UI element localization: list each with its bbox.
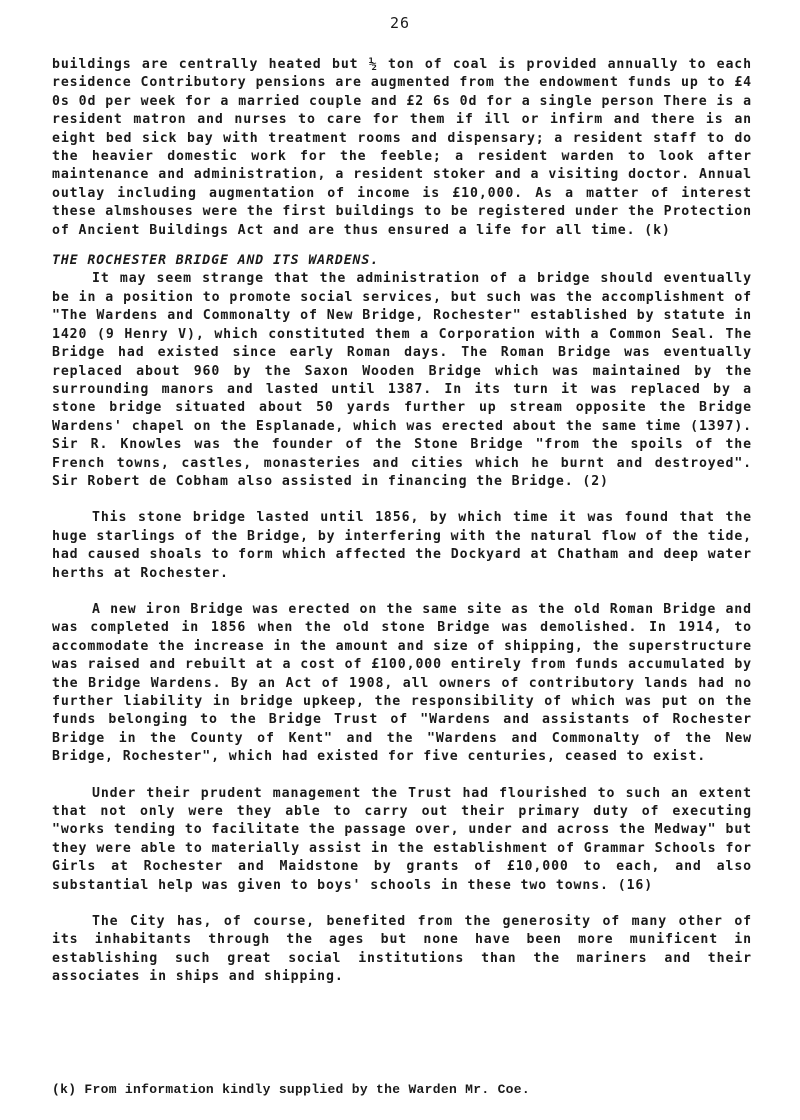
paragraph-almshouses: buildings are centrally heated but ½ ton of coal is provided annually to each residence Contributory pensions are augmented from the endowment funds up to £4 0s 0d per week for a married couple and £2 6s 0d for a single person There is a resident matron and nurses to care for them if ill or infirm and there is an eight bed sick bay with treatment rooms and dispensary; a resident staff to do the heavier domestic work for the feeble; a resident warden to look after maintenance and administration, a resident stoker and a visiting doctor. Annual outlay including augmentation of income is £10,000. As a matter of interest these almshouses were the first buildings to be registered under the Protection of Ancient Buildings Act and are thus ensured a life for all time. (k) [52, 57, 752, 238]
footnote: (k) From information kindly supplied by the Warden Mr. Coe. [52, 1082, 530, 1097]
document-body [52, 56, 752, 987]
paragraph-iron-bridge: A new iron Bridge was erected on the same site as the old Roman Bridge and was completed in 1856 when the old stone Bridge was demolished. In 1914, to accommodate the increase in the amount and size of shipping, the superstructure was raised and rebuilt at a cost of £100,000 entirely from funds accumulated by the Bridge Wardens. By an Act of 1908, all owners of contributory lands had no further liability in bridge upkeep, the responsibility of which was put on the funds belonging to the Bridge Trust of "Wardens and assistants of Rochester Bridge in the County of Kent" and the "Wardens and Commonalty of the New Bridge, Rochester", which had existed for five centuries, ceased to exist. [52, 601, 752, 765]
paragraph-stone-bridge: This stone bridge lasted until 1856, by which time it was found that the huge starlings of the Bridge, by interfering with the natural flow of the tide, had caused shoals to form which affected the Dockyard at Chatham and deep water herths at Rochester. [52, 510, 752, 581]
paragraph-bridge-history: It may seem strange that the administration of a bridge should eventually be in a position to promote social services, but such was the accomplishment of "The Wardens and Commonalty of New Bridge, Rochester" established by statute in 1420 (9 Henry V), which constituted them a Corporation with a Common Seal. The Bridge had existed since early Roman days. The Roman Bridge was eventually replaced about 960 by the Saxon Wooden Bridge which was maintained by the surrounding manors and lasted until 1387. In its turn it was replaced by a stone bridge situated about 50 yards further up stream opposite the Bridge Wardens' chapel on the Esplanade, which was erected about the same time (1397). Sir R. Knowles was the founder of the Stone Bridge "from the spoils of the French towns, castles, monasteries and cities which he burnt and destroyed". Sir Robert de Cobham also assisted in financing the Bridge. (2) [52, 271, 752, 489]
paragraph-city-benefit: The City has, of course, benefited from the generosity of many other of its inhabitants through the ages but none have been more munificent in establishing such great social institutions than the mariners and their associates in ships and shipping. [52, 914, 752, 985]
section-heading: THE ROCHESTER BRIDGE AND ITS WARDENS. [52, 253, 380, 269]
paragraph-trust-management: Under their prudent management the Trust had flourished to such an extent that not only were they able to carry out their primary duty of executing "works tending to facilitate the passage over, under and across the Medway" but they were able to materially assist in the establishment of Grammar Schools for Girls at Rochester and Maidstone by grants of £10,000 to each, and also substantial help was given to boys' schools in these two towns. (16) [52, 785, 752, 893]
page-number: 26 [389, 14, 411, 32]
